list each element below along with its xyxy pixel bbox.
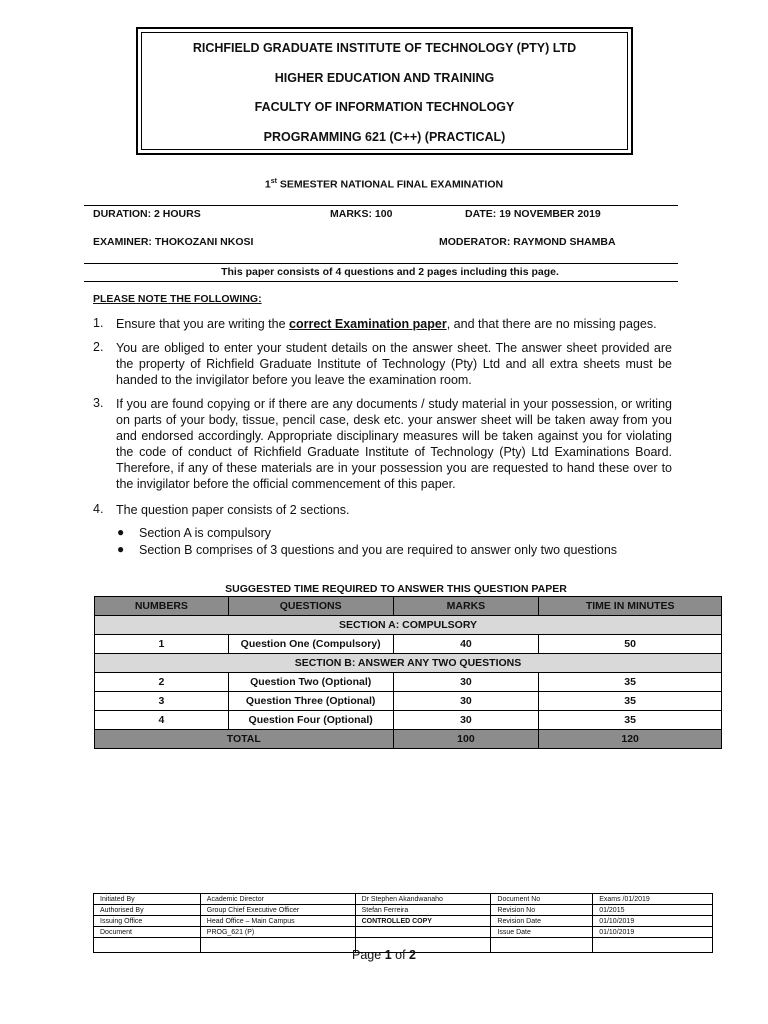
examiner: EXAMINER: THOKOZANI NKOSI <box>93 236 254 248</box>
department-name: HIGHER EDUCATION AND TRAINING <box>274 71 495 85</box>
bullet-icon: ● <box>117 525 125 539</box>
control-cell: Issue Date <box>491 927 593 938</box>
exam-date: DATE: 19 NOVEMBER 2019 <box>465 208 601 220</box>
table-row <box>95 711 722 730</box>
note-item-1 <box>116 316 674 332</box>
cell-question: Question Three (Optional) <box>228 692 393 711</box>
cell-marks: 30 <box>393 673 539 692</box>
control-row <box>94 905 713 916</box>
cell-marks: 40 <box>393 635 539 654</box>
note-number-4: 4. <box>93 502 104 516</box>
note-number-1: 1. <box>93 316 104 330</box>
col-header-marks: MARKS <box>393 597 539 616</box>
cell-question: Question One (Compulsory) <box>228 635 393 654</box>
page-current: 1 <box>384 948 392 962</box>
section-b-row <box>95 654 722 673</box>
cell-marks: 30 <box>393 711 539 730</box>
table-row <box>95 673 722 692</box>
marks: MARKS: 100 <box>330 208 393 220</box>
cell-marks: 30 <box>393 692 539 711</box>
control-cell: Initiated By <box>94 894 201 905</box>
moderator: MODERATOR: RAYMOND SHAMBA <box>439 236 616 248</box>
course-name: PROGRAMMING 621 (C++) (PRACTICAL) <box>263 130 506 144</box>
duration: DURATION: 2 HOURS <box>93 208 201 220</box>
control-cell: 01/10/2019 <box>593 916 713 927</box>
title-box-inner <box>141 32 628 150</box>
title-box <box>136 27 633 155</box>
table-header-row <box>95 597 722 616</box>
cell-time: 35 <box>539 673 722 692</box>
page-of: of <box>391 948 410 962</box>
note-item-4: The question paper consists of 2 sections. <box>116 503 350 517</box>
note-1-text-end: , and that there are no missing pages. <box>446 317 657 331</box>
control-cell: Head Office – Main Campus <box>200 916 355 927</box>
note-1-emphasis: correct Examination paper <box>289 317 447 331</box>
document-control-table <box>93 893 713 953</box>
exam-title-rest: SEMESTER NATIONAL FINAL EXAMINATION <box>276 178 504 191</box>
page-total: 2 <box>409 948 416 962</box>
page-label: Page <box>352 948 385 962</box>
cell-time: 35 <box>539 692 722 711</box>
control-cell: Authorised By <box>94 905 201 916</box>
cell-time: 50 <box>539 635 722 654</box>
cell-question: Question Four (Optional) <box>228 711 393 730</box>
control-cell: Dr Stephen Akandwanaho <box>355 894 491 905</box>
col-header-numbers: NUMBERS <box>95 597 229 616</box>
control-row <box>94 927 713 938</box>
note-item-3: If you are found copying or if there are any documents / study material in your possession, or writing on parts of your body, tissue, pencil case, desk etc. your answer sheet will be taken away from you and endorsed accordingly. Appropriate disciplinary measures will be taken against you for violating the code of conduct of Richfield Graduate Institute of Technology (Pty) Ltd Examinations Board. Therefore, if any of these materials are in your possession you are requested to hand these over to the invigilator before the official commencement of this paper. <box>116 397 672 491</box>
divider-info-bottom <box>84 281 678 282</box>
cell-number: 1 <box>95 635 229 654</box>
control-row <box>94 916 713 927</box>
exam-title-prefix: 1 <box>264 178 271 191</box>
control-cell: Stefan Ferreira <box>355 905 491 916</box>
control-cell: Exams /01/2019 <box>593 894 713 905</box>
control-cell: PROG_621 (P) <box>200 927 355 938</box>
bullet-icon: ● <box>117 542 125 556</box>
faculty-name: FACULTY OF INFORMATION TECHNOLOGY <box>254 100 515 114</box>
page-number <box>0 948 768 962</box>
note-number-2: 2. <box>93 340 104 354</box>
time-table-caption: SUGGESTED TIME REQUIRED TO ANSWER THIS QUESTION PAPER <box>225 583 567 595</box>
control-cell: 01/2015 <box>593 905 713 916</box>
notes-heading: PLEASE NOTE THE FOLLOWING: <box>93 293 262 305</box>
paper-info: This paper consists of 4 questions and 2 pages including this page. <box>221 266 559 278</box>
cell-number: 2 <box>95 673 229 692</box>
cell-time: 35 <box>539 711 722 730</box>
divider-top <box>84 205 678 206</box>
section-a-row <box>95 616 722 635</box>
control-cell: Document <box>94 927 201 938</box>
note-1-text-start: Ensure that you are writing the <box>116 317 290 331</box>
cell-question: Question Two (Optional) <box>228 673 393 692</box>
control-row <box>94 894 713 905</box>
exam-title-sup: st <box>270 178 277 185</box>
control-cell: Revision Date <box>491 916 593 927</box>
total-row <box>95 730 722 749</box>
col-header-time: TIME IN MINUTES <box>539 597 722 616</box>
control-cell: Academic Director <box>200 894 355 905</box>
control-cell: Issuing Office <box>94 916 201 927</box>
controlled-copy-label: CONTROLLED COPY <box>355 916 491 927</box>
cell-number: 4 <box>95 711 229 730</box>
time-table <box>94 596 722 749</box>
control-cell: Group Chief Executive Officer <box>200 905 355 916</box>
control-cell: Document No <box>491 894 593 905</box>
cell-number: 3 <box>95 692 229 711</box>
divider-info-top <box>84 263 678 264</box>
control-cell: Revision No <box>491 905 593 916</box>
control-cell <box>355 927 491 938</box>
total-label: TOTAL <box>95 730 394 749</box>
control-cell: 01/10/2019 <box>593 927 713 938</box>
note-number-3: 3. <box>93 396 104 410</box>
table-row <box>95 635 722 654</box>
bullet-item-2: Section B comprises of 3 questions and you are required to answer only two questions <box>139 543 618 557</box>
table-row <box>95 692 722 711</box>
section-b-label: SECTION B: ANSWER ANY TWO QUESTIONS <box>95 654 722 673</box>
bullet-item-1: Section A is compulsory <box>139 526 272 540</box>
section-a-label: SECTION A: COMPULSORY <box>95 616 722 635</box>
institute-name: RICHFIELD GRADUATE INSTITUTE OF TECHNOLOGY (PTY) LTD <box>192 41 577 55</box>
total-time: 120 <box>539 730 722 749</box>
note-item-2: You are obliged to enter your student details on the answer sheet. The answer sheet provided are the property of Richfield Graduate Institute of Technology (Pty) Ltd and all extra sheets must be handed to the invigilator before you leave the examination room. <box>116 341 672 387</box>
total-marks: 100 <box>393 730 539 749</box>
col-header-questions: QUESTIONS <box>228 597 393 616</box>
exam-title <box>0 178 768 191</box>
